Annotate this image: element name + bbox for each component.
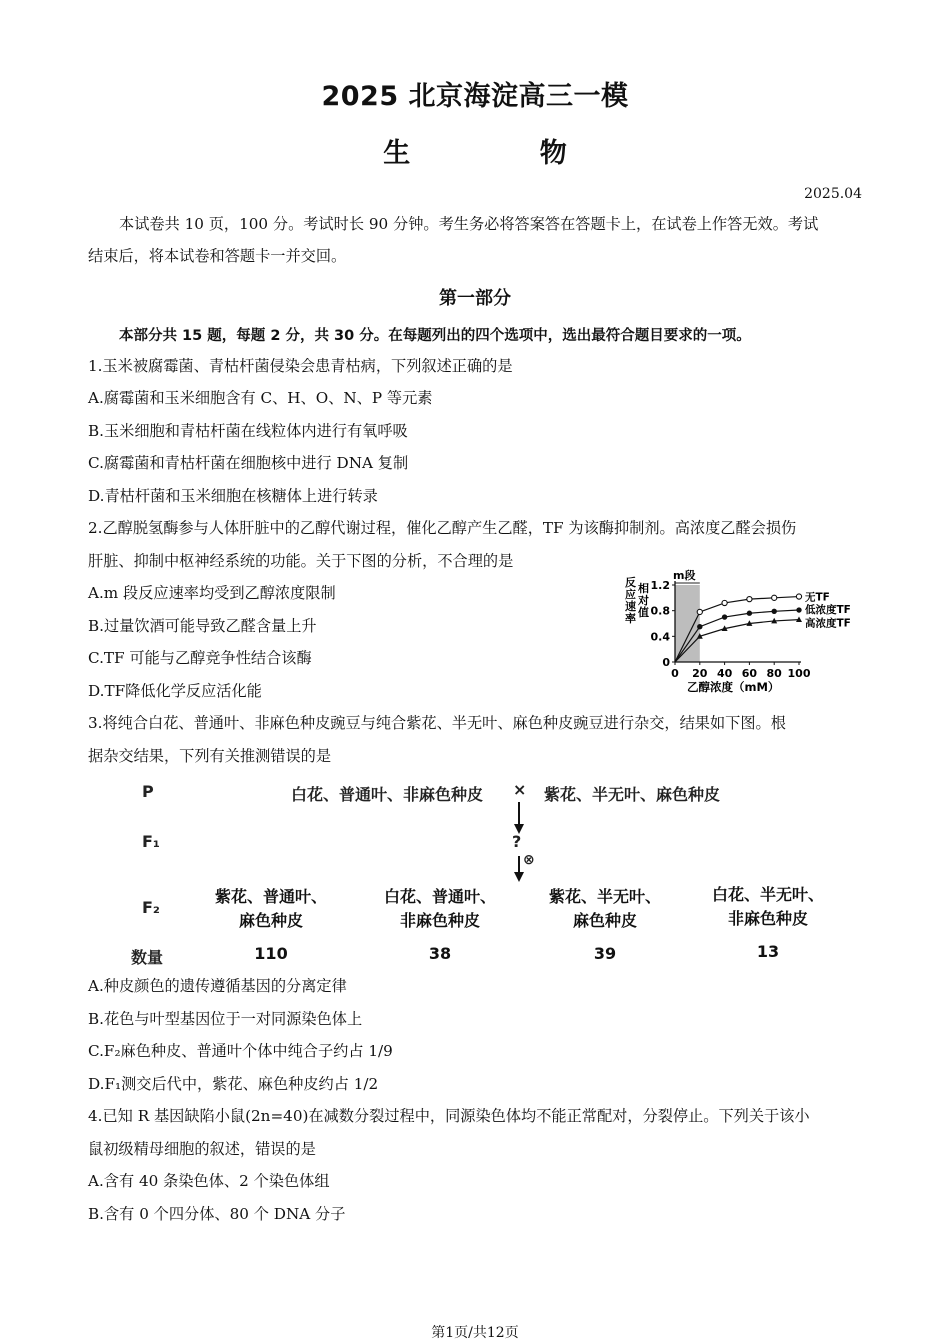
chart-legend-label: 无TF <box>805 591 830 604</box>
chart-point <box>747 611 752 616</box>
q1-option-a: A.腐霉菌和玉米细胞含有 C、H、O、N、P 等元素 <box>88 389 433 407</box>
chart-point <box>796 607 801 612</box>
chart-xtick-label: 40 <box>716 667 733 680</box>
chart-xtick-label: 100 <box>787 667 811 680</box>
p-generation-label: P <box>142 782 154 801</box>
parent-left: 白花、普通叶、非麻色种皮 <box>291 785 484 804</box>
q1-stem: 1.玉米被腐霉菌、青枯杆菌侵染会患青枯病，下列叙述正确的是 <box>88 357 513 375</box>
f2-phenotype-2: 白花、普通叶、 非麻色种皮 <box>383 887 496 930</box>
chart-xtick-label: 60 <box>741 667 758 680</box>
cross-sign: × <box>513 780 527 799</box>
chart-point <box>697 609 702 614</box>
chart-xtick-label: 80 <box>766 667 782 680</box>
chart-ylabel-char: 值 <box>638 606 649 619</box>
section-heading: 第一部分 <box>439 288 511 309</box>
q2-option-c: C.TF 可能与乙醇竞争性结合该酶 <box>88 649 312 667</box>
f2-phenotype-3: 紫花、半无叶、 麻色种皮 <box>548 887 661 930</box>
q3-stem-line-2: 据杂交结果，下列有关推测错误的是 <box>88 747 331 765</box>
q4-option-a: A.含有 40 条染色体、2 个染色体组 <box>88 1172 330 1190</box>
q3-option-a: A.种皮颜色的遗传遵循基因的分离定律 <box>88 977 347 995</box>
chart-point <box>747 597 752 602</box>
q3-option-b: B.花色与叶型基因位于一对同源染色体上 <box>88 1010 363 1028</box>
chart-legend-label: 低浓度TF <box>805 604 851 617</box>
q1-option-c: C.腐霉菌和青枯杆菌在细胞核中进行 DNA 复制 <box>88 454 409 472</box>
chart-ytick-label: 0.4 <box>650 630 670 644</box>
count-label: 数量 <box>131 948 164 967</box>
chart-ytick-label: 1.2 <box>650 579 670 592</box>
enzyme-rate-chart <box>615 568 880 700</box>
chart-ylabel-char: 率 <box>625 612 636 625</box>
chart-legend-label: 高浓度TF <box>805 617 851 630</box>
parent-right: 紫花、半无叶、麻色种皮 <box>544 785 721 804</box>
chart-point <box>772 595 777 600</box>
chart-xlabel: 乙醇浓度（mM） <box>687 680 780 694</box>
chart-point <box>772 609 777 614</box>
chart-ytick-label: 0.8 <box>650 604 670 618</box>
chart-point <box>722 614 727 619</box>
page-number: 第1页/共12页 <box>431 1325 519 1341</box>
chart-ylabel-char: 应 <box>625 588 636 601</box>
f2-phenotype-1: 紫花、普通叶、 麻色种皮 <box>214 887 327 930</box>
selfing-sign: ⊗ <box>523 852 535 868</box>
chart-ylabel-char: 反 <box>625 576 636 589</box>
q3-stem-line-1: 3.将纯合白花、普通叶、非麻色种皮豌豆与纯合紫花、半无叶、麻色种皮豌豆进行杂交，结果如下图。根 <box>88 714 786 732</box>
q2-option-a: A.m 段反应速率均受到乙醇浓度限制 <box>88 584 336 602</box>
q4-option-b: B.含有 0 个四分体、80 个 DNA 分子 <box>88 1205 346 1223</box>
chart-xtick-label: 0 <box>671 667 679 680</box>
q2-option-d: D.TF降低化学反应活化能 <box>88 682 262 700</box>
chart-point <box>722 600 727 605</box>
q4-stem-line-1: 4.已知 R 基因缺陷小鼠(2n=40)在减数分裂过程中，同源染色体均不能正常配对，分裂停止。下列关于该小 <box>88 1107 810 1125</box>
f2-count-1: 110 <box>254 944 288 963</box>
chart-m-segment-label: m段 <box>673 569 696 582</box>
intro-line-1: 本试卷共 10 页，100 分。考试时长 90 分钟。考生务必将答案答在答题卡上，在试卷上作答无效。考试 <box>119 215 819 233</box>
chart-xtick-label: 20 <box>692 667 708 680</box>
f2-count-3: 39 <box>593 944 617 963</box>
q3-option-d: D.F₁测交后代中，紫花、麻色种皮约占 1/2 <box>88 1075 379 1093</box>
q2-option-b: B.过量饮酒可能导致乙醛含量上升 <box>88 617 317 635</box>
subject-title: 生 物 <box>383 138 627 169</box>
chart-ytick-label: 0 <box>662 656 670 669</box>
f2-count-4: 13 <box>756 942 780 961</box>
chart-m-segment <box>675 585 700 662</box>
chart-ylabel-char: 对 <box>638 594 649 607</box>
q2-stem-line-1: 2.乙醇脱氢酶参与人体肝脏中的乙醇代谢过程，催化乙醇产生乙醛，TF 为该酶抑制剂。高浓度乙醛会损伤 <box>88 519 797 537</box>
q4-stem-line-2: 鼠初级精母细胞的叙述，错误的是 <box>88 1140 316 1158</box>
exam-date: 2025.04 <box>804 186 862 202</box>
q2-stem-line-2: 肝脏、抑制中枢神经系统的功能。关于下图的分析，不合理的是 <box>88 552 514 570</box>
f2-count-2: 38 <box>428 944 452 963</box>
section-instruction: 本部分共 15 题，每题 2 分，共 30 分。在每题列出的四个选项中，选出最符合题目要求的一项。 <box>119 328 751 344</box>
chart-ylabel-char: 相 <box>638 582 649 595</box>
chart-point <box>697 624 702 629</box>
f2-generation-label: F₂ <box>142 898 160 917</box>
q1-option-b: B.玉米细胞和青枯杆菌在线粒体内进行有氧呼吸 <box>88 422 408 440</box>
f1-generation-label: F₁ <box>142 832 160 851</box>
f2-phenotype-4: 白花、半无叶、 非麻色种皮 <box>711 885 824 928</box>
q1-option-d: D.青枯杆菌和玉米细胞在核糖体上进行转录 <box>88 487 378 505</box>
chart-ylabel-char: 速 <box>625 600 636 613</box>
q3-option-c: C.F₂麻色种皮、普通叶个体中纯合子约占 1/9 <box>88 1042 393 1060</box>
exam-title: 2025 北京海淀高三一模 <box>321 81 629 112</box>
intro-line-2: 结束后，将本试卷和答题卡一并交回。 <box>88 247 347 265</box>
f1-value: ? <box>512 832 522 851</box>
chart-point <box>796 594 801 599</box>
